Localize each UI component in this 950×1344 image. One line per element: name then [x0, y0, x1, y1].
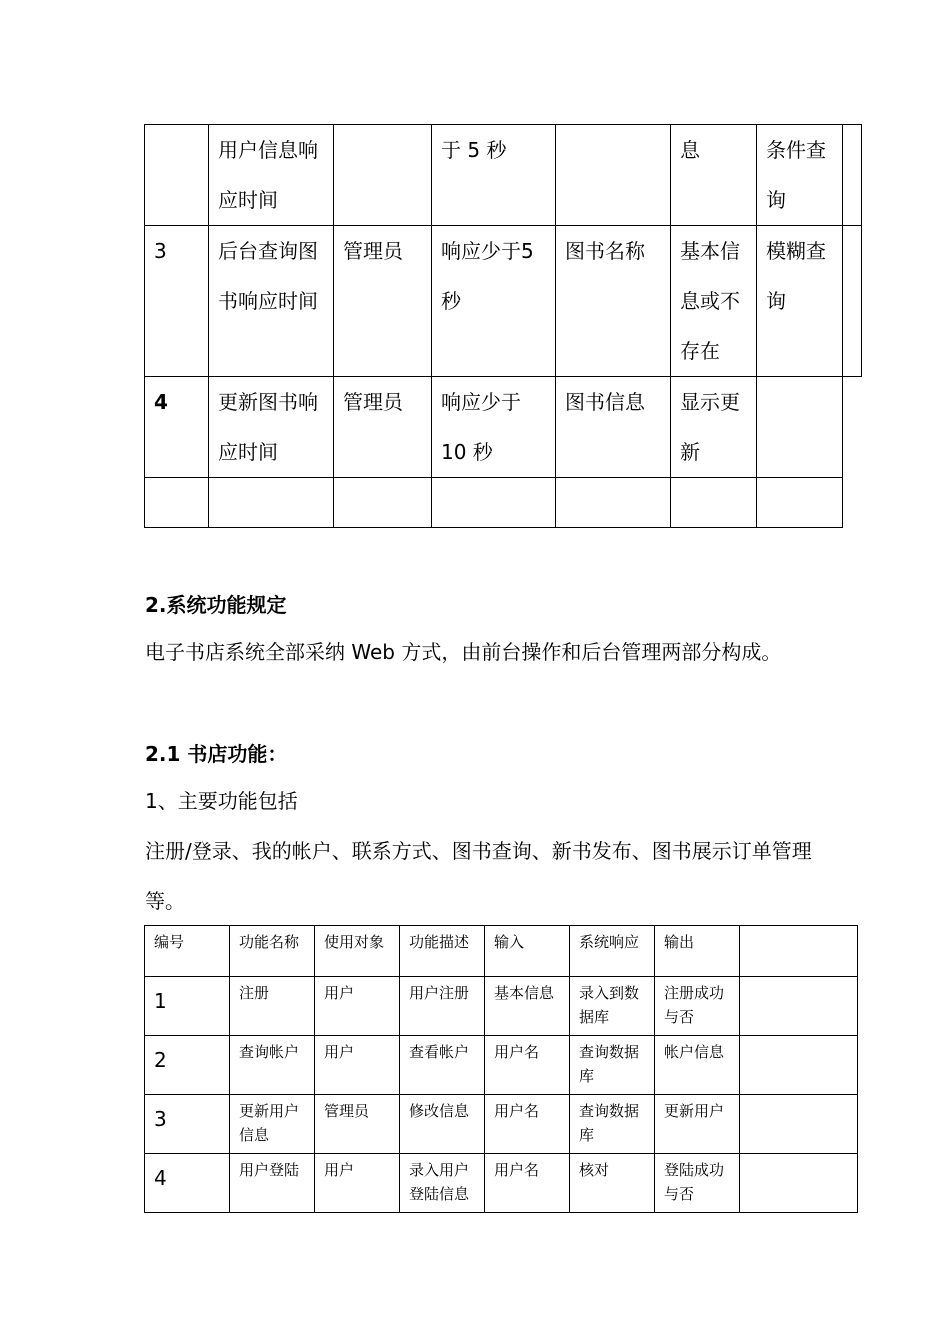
cell: 帐户信息	[655, 1036, 740, 1095]
function-table	[144, 925, 858, 1213]
cell: 录入到数据库	[570, 977, 655, 1036]
table-row	[145, 1095, 858, 1154]
cell-metric	[209, 478, 334, 528]
table-row	[145, 1036, 858, 1095]
cell-actor	[334, 125, 432, 226]
cell-extra	[843, 226, 862, 377]
table-row	[145, 977, 858, 1036]
table-row	[145, 226, 862, 377]
cell-input: 图书信息	[556, 377, 671, 478]
cell: 注册成功与否	[655, 977, 740, 1036]
cell-output: 基本信息或不存在	[671, 226, 757, 377]
subsection-heading: 2.1 书店功能：	[145, 742, 288, 766]
cell	[740, 977, 858, 1036]
cell: 更新用户	[655, 1095, 740, 1154]
cell-no: 3	[145, 1095, 230, 1154]
cell-output: 息	[671, 125, 757, 226]
cell-input	[556, 478, 671, 528]
cell	[740, 1154, 858, 1213]
cell: 用户	[315, 1154, 400, 1213]
header-cell: 输入	[485, 926, 570, 977]
table-row	[145, 377, 862, 478]
cell: 修改信息	[400, 1095, 485, 1154]
header-cell: 功能描述	[400, 926, 485, 977]
header-cell: 使用对象	[315, 926, 400, 977]
header-cell: 编号	[145, 926, 230, 977]
cell-no	[145, 125, 209, 226]
cell: 核对	[570, 1154, 655, 1213]
header-cell: 系统响应	[570, 926, 655, 977]
cell-input: 图书名称	[556, 226, 671, 377]
cell-no: 4	[145, 377, 209, 478]
cell: 注册	[230, 977, 315, 1036]
cell: 用户登陆	[230, 1154, 315, 1213]
cell-output	[671, 478, 757, 528]
performance-table	[144, 124, 862, 528]
table-row	[145, 1154, 858, 1213]
cell-actor	[334, 478, 432, 528]
cell-input	[556, 125, 671, 226]
cell-requirement	[432, 478, 556, 528]
cell-output: 显示更新	[671, 377, 757, 478]
section-heading: 2.系统功能规定	[145, 593, 287, 617]
cell-no: 3	[145, 226, 209, 377]
cell: 用户注册	[400, 977, 485, 1036]
table-row	[145, 125, 862, 226]
cell-note: 模糊查询	[757, 226, 843, 377]
cell: 用户	[315, 1036, 400, 1095]
cell-actor: 管理员	[334, 226, 432, 377]
cell-extra	[843, 125, 862, 226]
cell-no: 1	[145, 977, 230, 1036]
cell: 查询数据库	[570, 1036, 655, 1095]
cell-note	[757, 478, 843, 528]
cell-extra	[843, 377, 862, 478]
header-cell	[740, 926, 858, 977]
cell: 用户	[315, 977, 400, 1036]
cell-metric: 用户信息响应时间	[209, 125, 334, 226]
header-cell: 输出	[655, 926, 740, 977]
cell: 用户名	[485, 1095, 570, 1154]
cell-no: 4	[145, 1154, 230, 1213]
table-row	[145, 478, 862, 528]
cell: 基本信息	[485, 977, 570, 1036]
list-item: 1、主要功能包括	[145, 789, 298, 813]
table-header-row	[145, 926, 858, 977]
cell-actor: 管理员	[334, 377, 432, 478]
section-paragraph: 电子书店系统全部采纳 Web 方式，由前台操作和后台管理两部分构成。	[145, 640, 782, 664]
cell-requirement: 响应少于5 秒	[432, 226, 556, 377]
cell-requirement: 于 5 秒	[432, 125, 556, 226]
cell-no	[145, 478, 209, 528]
cell: 查询数据库	[570, 1095, 655, 1154]
cell-extra	[843, 478, 862, 528]
header-cell: 功能名称	[230, 926, 315, 977]
cell-metric: 后台查询图书响应时间	[209, 226, 334, 377]
cell: 用户名	[485, 1154, 570, 1213]
cell: 用户名	[485, 1036, 570, 1095]
cell-note: 条件查询	[757, 125, 843, 226]
cell: 管理员	[315, 1095, 400, 1154]
cell-metric: 更新图书响应时间	[209, 377, 334, 478]
cell: 登陆成功与否	[655, 1154, 740, 1213]
cell: 录入用户登陆信息	[400, 1154, 485, 1213]
cell-requirement: 响应少于10 秒	[432, 377, 556, 478]
cell-note	[757, 377, 843, 478]
cell: 查看帐户	[400, 1036, 485, 1095]
cell-no: 2	[145, 1036, 230, 1095]
cell: 更新用户信息	[230, 1095, 315, 1154]
cell	[740, 1095, 858, 1154]
cell: 查询帐户	[230, 1036, 315, 1095]
section-paragraph: 注册/登录、我的帐户、联系方式、图书查询、新书发布、图书展示订单管理等。	[145, 839, 812, 913]
cell	[740, 1036, 858, 1095]
